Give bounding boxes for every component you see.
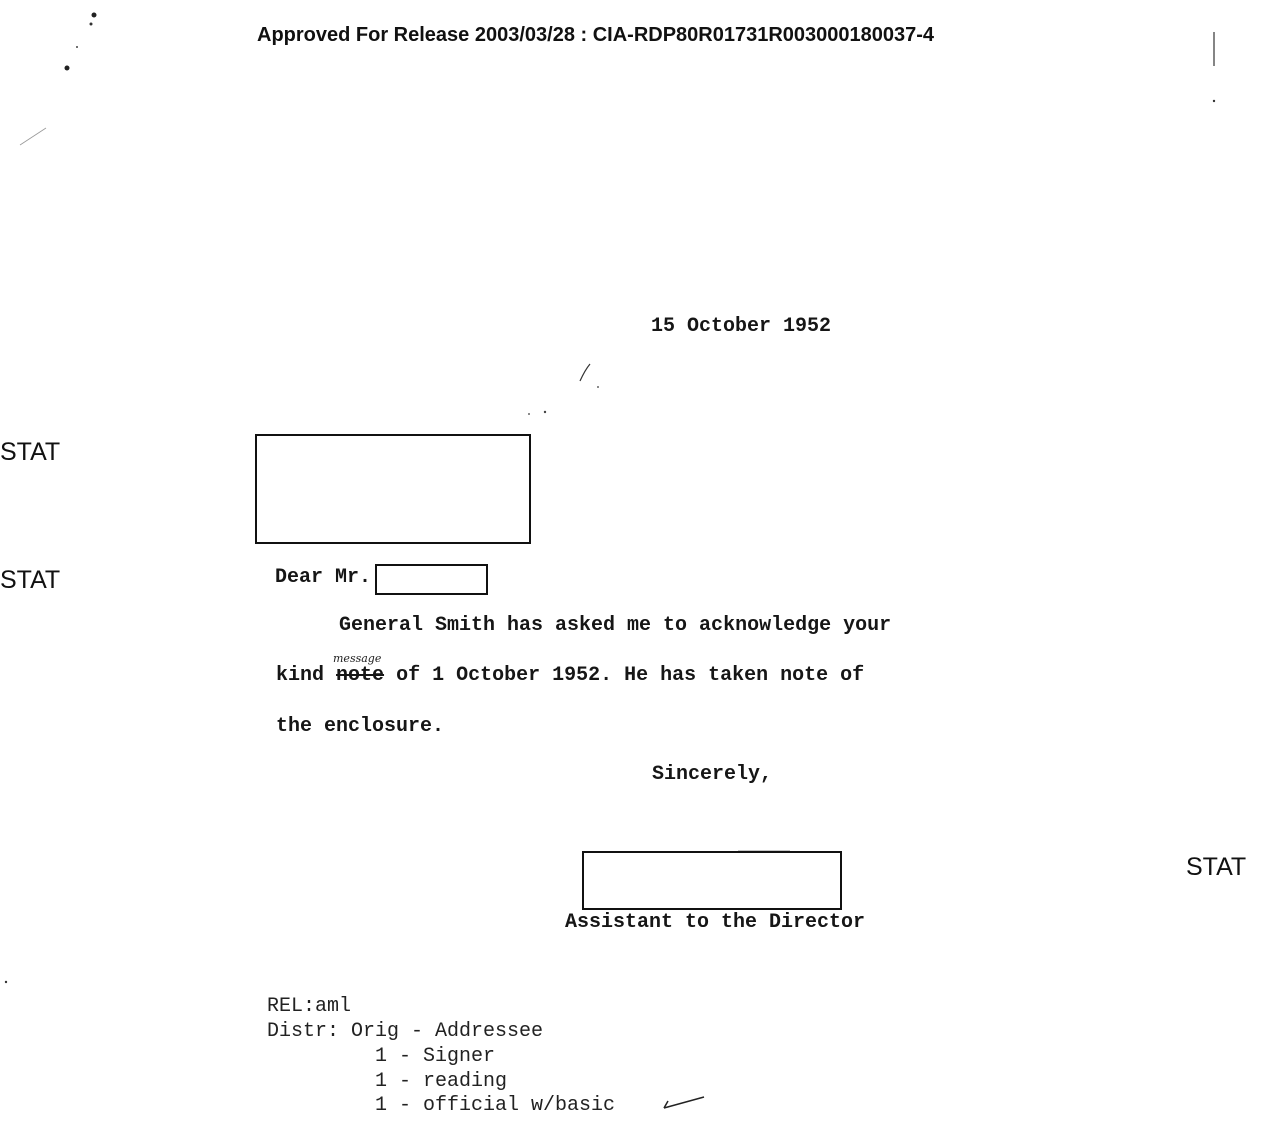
signature-title: Assistant to the Director: [565, 911, 866, 934]
body-line-2: [276, 664, 864, 687]
signature-redaction-box: [582, 851, 842, 910]
distribution-line: 1 - reading: [267, 1070, 508, 1093]
struck-word: note: [336, 664, 385, 687]
distribution-line: 1 - Signer: [267, 1045, 496, 1068]
stat-stamp: STAT: [0, 566, 61, 594]
distribution-line: Distr: Orig - Addressee: [267, 1020, 544, 1043]
release-header: Approved For Release 2003/03/28 : CIA-RDP80R01731R003000180037-4: [257, 24, 935, 46]
distribution-line: 1 - official w/basic: [267, 1094, 616, 1117]
letter-date: 15 October 1952: [651, 315, 832, 338]
salutation: Dear Mr.: [275, 566, 372, 589]
handwritten-correction: message: [333, 652, 382, 665]
body-line-2-suffix: of 1 October 1952. He has taken note of: [396, 664, 865, 687]
body-line-1: General Smith has asked me to acknowledge your: [339, 614, 892, 637]
body-line-3: the enclosure.: [276, 715, 445, 738]
closing: Sincerely,: [652, 763, 773, 786]
stat-stamp: STAT: [0, 438, 61, 466]
name-redaction-box: [375, 564, 488, 595]
body-line-2-prefix: kind: [276, 664, 325, 687]
stat-stamp: STAT: [1186, 853, 1247, 881]
initials: REL:aml: [267, 995, 352, 1018]
addressee-redaction-box: [255, 434, 531, 544]
